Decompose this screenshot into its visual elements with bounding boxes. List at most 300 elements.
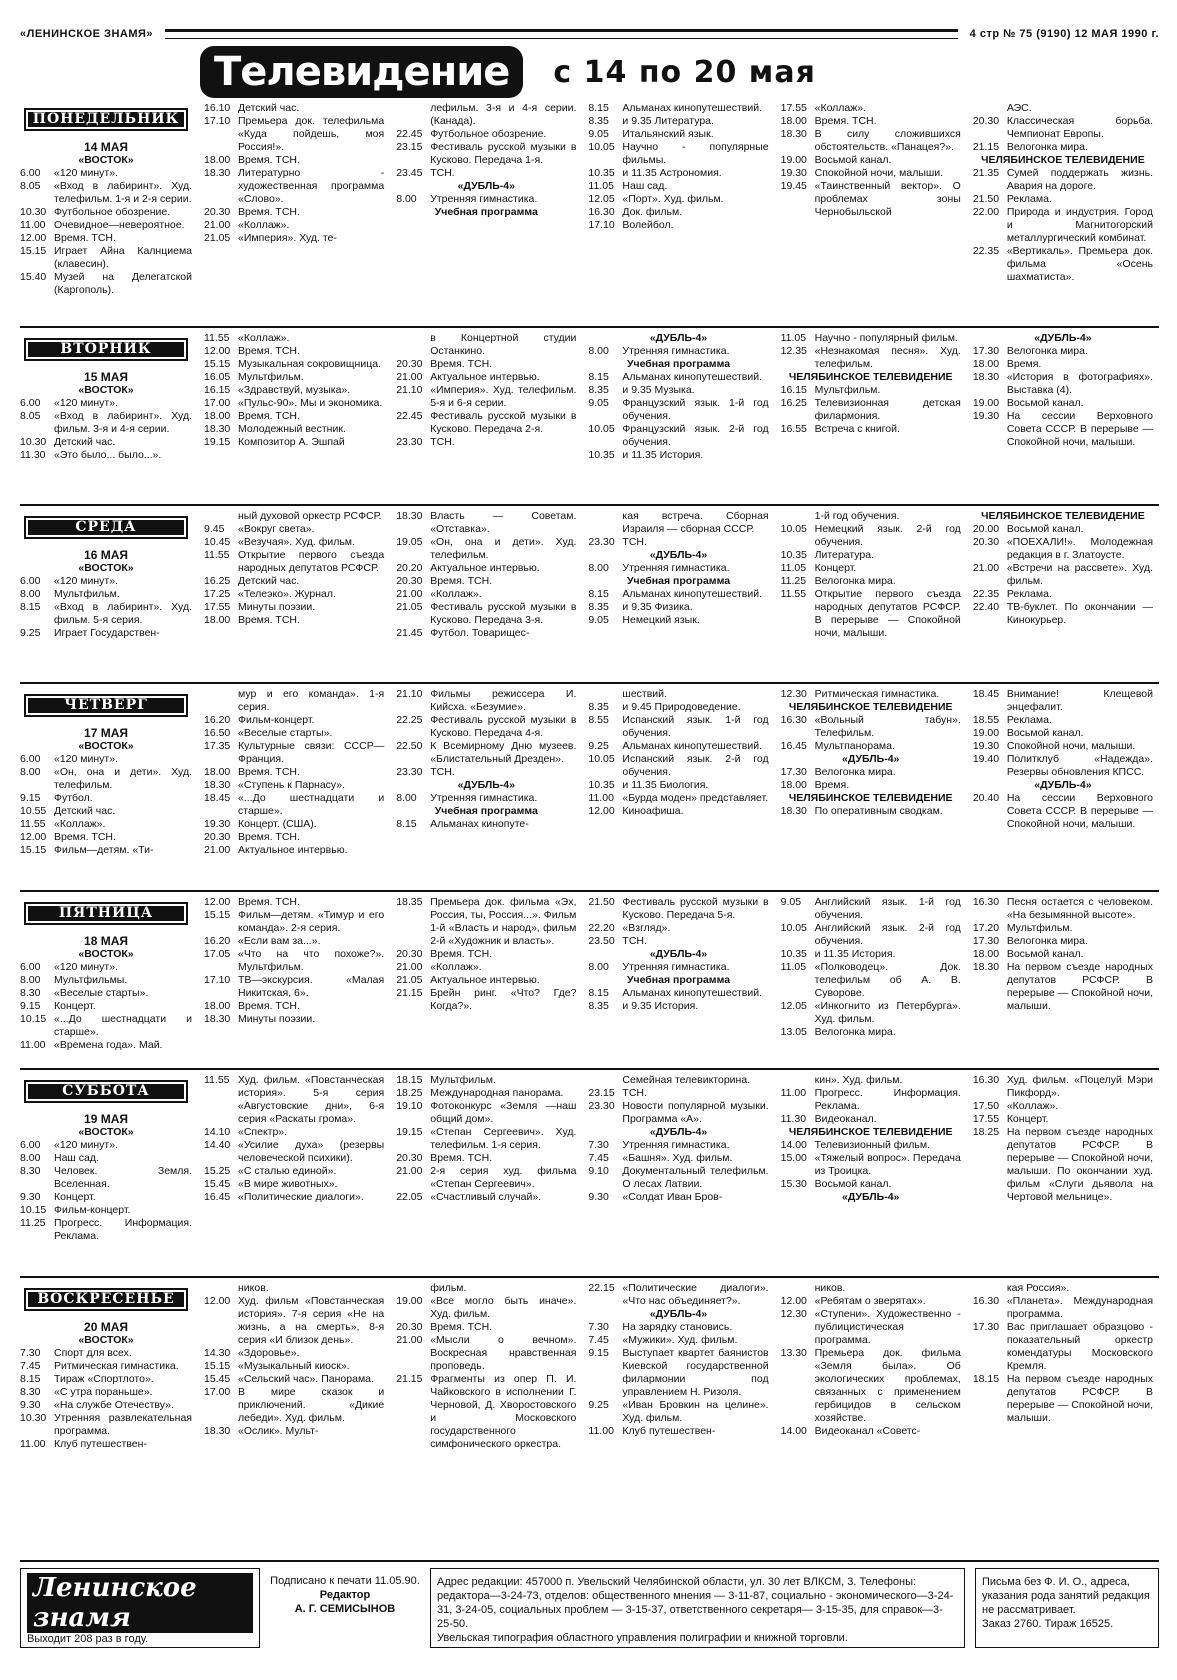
program-time xyxy=(588,510,622,536)
program-title: ТВ-буклет. По окончании — Кинокурьер. xyxy=(1006,601,1154,626)
program-title: 1-й год обучения. xyxy=(814,510,900,522)
program-time: 7.30 xyxy=(588,1321,609,1333)
program-item xyxy=(588,115,768,128)
program-title: Сумей поддержать жизнь. Авария на дороге. xyxy=(1006,167,1154,192)
program-title: Видеоканал «Советс- xyxy=(814,1425,921,1437)
program-time: 8.15 xyxy=(20,601,41,613)
program-title: Власть — Советам. «Отставка». xyxy=(430,510,577,535)
program-title: Фестиваль русской музыки в Кусково. Передача 1-я. xyxy=(430,141,577,166)
program-item xyxy=(973,371,1153,397)
program-title: «Вокруг света». xyxy=(238,523,315,535)
program-item xyxy=(20,1139,192,1152)
program-time: 15.00 xyxy=(780,1152,807,1164)
program-time: 8.30 xyxy=(20,987,41,999)
program-time: 10.05 xyxy=(588,423,615,435)
channel-heading: «ДУБЛЬ-4» xyxy=(649,332,708,344)
program-time: 12.30 xyxy=(780,1308,807,1320)
program-time: 12.00 xyxy=(20,831,47,843)
program-title: «Коллаж». xyxy=(54,818,106,830)
program-time: 11.30 xyxy=(780,1113,807,1125)
program-item xyxy=(588,1139,768,1152)
program-time: 22.50 xyxy=(396,740,423,752)
program-title: Восьмой канал. xyxy=(814,154,892,166)
program-time: 20.30 xyxy=(396,1152,423,1164)
program-time: 19.30 xyxy=(204,818,231,830)
program-time: 22.20 xyxy=(588,922,615,934)
program-title: Встреча с книгой. xyxy=(814,423,900,435)
day-section xyxy=(20,1276,1159,1486)
program-title: и 11.35 История. xyxy=(622,449,704,461)
program-time: 15.40 xyxy=(20,271,47,283)
program-time: 8.35 xyxy=(588,701,609,713)
program-time: 20.00 xyxy=(972,523,1000,535)
program-item xyxy=(781,1347,961,1425)
program-time: 10.05 xyxy=(588,753,615,765)
program-time: 17.10 xyxy=(204,115,231,127)
program-time: 14.30 xyxy=(204,1347,231,1359)
schedule-column xyxy=(198,328,390,504)
program-item xyxy=(973,1126,1153,1204)
program-item xyxy=(204,154,384,167)
program-item xyxy=(781,423,961,436)
program-time xyxy=(781,1074,815,1087)
program-time: 18.00 xyxy=(204,154,231,166)
letters-note xyxy=(975,1568,1159,1648)
program-time: 11.00 xyxy=(588,792,614,804)
program-time xyxy=(204,1282,238,1295)
program-item xyxy=(20,627,192,640)
program-time: 7.30 xyxy=(20,1347,41,1359)
program-item xyxy=(204,1373,384,1386)
program-time: 9.15 xyxy=(20,792,41,804)
program-time: 21.00 xyxy=(204,219,231,231)
program-item xyxy=(781,1282,961,1295)
program-title: Велогонка мира. xyxy=(814,575,896,587)
program-title: Ритмическая гимнастика. xyxy=(814,688,940,700)
program-title: Классическая борьба. Чемпионат Европы. xyxy=(1006,115,1154,140)
program-time: 18.00 xyxy=(204,410,231,422)
program-item xyxy=(204,831,384,844)
program-item xyxy=(396,536,576,562)
program-title: Концерт. (США). xyxy=(238,818,317,830)
channel-heading: ЧЕЛЯБИНСКОЕ ТЕЛЕВИДЕНИЕ xyxy=(788,371,953,383)
day-badge: СРЕДА xyxy=(24,516,188,539)
program-time: 16.30 xyxy=(972,1074,1000,1086)
program-time: 10.30 xyxy=(20,436,47,448)
program-item xyxy=(204,909,384,935)
program-title: «Ребятам о зверятах». xyxy=(814,1295,926,1307)
program-item xyxy=(781,740,961,753)
program-title: ТСН. xyxy=(622,935,647,947)
program-time: 8.00 xyxy=(588,345,609,357)
signed-date: Подписано к печати 11.05.90. xyxy=(270,1575,420,1587)
schedule-column xyxy=(582,684,774,890)
program-item xyxy=(588,1347,768,1399)
program-time: 12.05 xyxy=(588,193,615,205)
program-time: 16.45 xyxy=(780,740,807,752)
program-title: «Коллаж». xyxy=(430,961,482,973)
program-item xyxy=(588,922,768,935)
program-time: 22.15 xyxy=(588,1282,615,1294)
program-title: Актуальное интервью. xyxy=(430,562,540,574)
program-title: «Коллаж». xyxy=(238,219,290,231)
program-time: 8.15 xyxy=(588,371,609,383)
program-time: 10.35 xyxy=(588,779,615,791)
program-title: Худ. фильм «Повстанческая история». 7-я серия «Не на жизнь, а на смерть», 8-я серия «И близок день». xyxy=(238,1295,385,1346)
program-item xyxy=(588,688,768,701)
program-title: «120 минут». xyxy=(54,1139,118,1151)
channel-heading: ЧЕЛЯБИНСКОЕ ТЕЛЕВИДЕНИЕ xyxy=(981,510,1145,522)
program-title: Актуальное интервью. xyxy=(430,974,540,986)
program-time: 12.00 xyxy=(204,345,231,357)
program-time: 14.00 xyxy=(780,1139,807,1151)
program-time: 14.40 xyxy=(204,1139,231,1151)
program-title: Английский язык. 1-й год обучения. xyxy=(814,896,961,921)
program-title: «Империя». Худ. телефильм. 5-я и 6-я серии. xyxy=(430,384,577,409)
program-title: Фильмы режиссера И. Кийсха. «Безумие». xyxy=(430,688,577,713)
program-time: 17.20 xyxy=(972,922,1000,934)
program-time: 6.00 xyxy=(20,575,41,587)
schedule-column xyxy=(390,506,582,682)
paper-name: «ЛЕНИНСКОЕ ЗНАМЯ» xyxy=(20,28,154,40)
program-time: 17.35 xyxy=(204,740,231,752)
program-title: Время. ТСН. xyxy=(238,154,300,166)
program-title: Документальный телефильм. О лесах Латвии. xyxy=(622,1165,769,1190)
program-title: Концерт. xyxy=(54,1191,96,1203)
channel-name: «ВОСТОК» xyxy=(78,384,134,396)
program-title: Детский час. xyxy=(238,575,300,587)
program-item xyxy=(204,232,384,245)
program-time: 23.30 xyxy=(588,536,615,548)
program-item xyxy=(588,1100,768,1126)
program-time: 23.15 xyxy=(396,141,423,153)
program-item xyxy=(396,627,576,640)
program-item xyxy=(973,601,1153,627)
program-title: «Империя». Худ. те- xyxy=(238,232,337,244)
channel-heading: ЧЕЛЯБИНСКОЕ ТЕЛЕВИДЕНИЕ xyxy=(788,701,953,713)
program-title: Внимание! Клещевой энцефалит. xyxy=(1006,688,1154,713)
program-time: 18.25 xyxy=(972,1126,1000,1138)
program-item xyxy=(781,688,961,701)
program-title: «Если вам за...». xyxy=(238,935,321,947)
program-time: 10.35 xyxy=(588,167,615,179)
program-item xyxy=(396,384,576,410)
program-time: 9.25 xyxy=(588,740,609,752)
program-time: 6.00 xyxy=(20,1139,41,1151)
day-date: 18 МАЯ xyxy=(84,934,128,948)
program-time: 22.45 xyxy=(396,128,423,140)
program-item xyxy=(588,423,768,449)
program-time xyxy=(973,1282,1007,1295)
program-item xyxy=(20,766,192,792)
program-item xyxy=(204,588,384,601)
program-item xyxy=(973,115,1153,141)
program-item xyxy=(204,1126,384,1139)
program-title: шествий. xyxy=(622,688,667,700)
program-time: 17.30 xyxy=(972,935,1000,947)
program-title: Детский час. xyxy=(238,102,300,114)
program-item xyxy=(781,714,961,740)
program-title: Прогресс. Информация. Реклама. xyxy=(54,1217,192,1242)
program-time: 21.00 xyxy=(396,1334,423,1346)
program-time: 17.05 xyxy=(204,948,231,960)
program-time: 12.00 xyxy=(780,1295,807,1307)
program-item xyxy=(396,410,576,436)
program-time: 15.45 xyxy=(204,1178,231,1190)
program-item xyxy=(204,1013,384,1026)
program-item xyxy=(204,1139,384,1165)
program-title: Мультпанорама. xyxy=(814,740,895,752)
program-time: 21.15 xyxy=(972,141,1000,153)
program-item xyxy=(588,1334,768,1347)
program-title: Культурные связи: СССР—Франция. xyxy=(238,740,385,765)
program-title: Время. ТСН. xyxy=(430,358,493,370)
day-columns xyxy=(20,506,1159,682)
program-time: 17.55 xyxy=(204,601,231,613)
program-time: 23.30 xyxy=(396,436,423,448)
program-item xyxy=(973,792,1153,831)
program-title: Наш сад. xyxy=(622,180,668,192)
program-item xyxy=(781,1152,961,1178)
program-item xyxy=(20,1039,192,1052)
program-title: «Спектр». xyxy=(238,1126,288,1138)
program-item xyxy=(973,345,1153,358)
program-time: 18.30 xyxy=(396,510,423,522)
program-item xyxy=(781,510,961,523)
program-item xyxy=(204,510,384,523)
program-title: Утренняя гимнастика. xyxy=(430,792,538,804)
program-time: 18.30 xyxy=(204,167,231,179)
day-date: 16 МАЯ xyxy=(84,548,128,562)
program-item xyxy=(204,167,384,206)
program-time: 9.15 xyxy=(588,1347,609,1359)
program-title: Реклама. xyxy=(1006,588,1052,600)
program-item xyxy=(204,523,384,536)
program-title: Фестиваль русской музыки в Кусково. Передача 4-я. xyxy=(430,714,577,739)
program-item xyxy=(973,1295,1153,1321)
program-title: в Концертной студии Останкино. xyxy=(430,332,577,357)
program-title: Телевизионная детская филармония. xyxy=(814,397,961,422)
program-item xyxy=(204,536,384,549)
program-title: Литературно - художественная программа «Слово». xyxy=(238,167,385,205)
day-date: 14 МАЯ xyxy=(84,140,128,154)
program-item xyxy=(396,987,576,1013)
program-title: Детский час. xyxy=(54,805,116,817)
section-masthead xyxy=(200,46,1159,98)
schedule-column xyxy=(390,892,582,1068)
program-title: Велогонка мира. xyxy=(814,1026,896,1038)
program-title: «Это было... было...». xyxy=(54,449,162,461)
program-title: Фотоконкурс «Земля —наш общий дом». xyxy=(430,1100,577,1125)
program-title: Брейн ринг. «Что? Где? Когда?». xyxy=(430,987,577,1012)
program-title: «Инкогнито из Петербурга». Худ. фильм. xyxy=(814,1000,961,1025)
program-title: «Степан Сергеевич». Худ. телефильм. 1-я серия. xyxy=(430,1126,577,1151)
program-time: 11.55 xyxy=(204,332,230,344)
program-title: и 11.35 Астрономия. xyxy=(622,167,722,179)
program-item xyxy=(204,844,384,857)
program-title: мур и его команда». 1-я серия. xyxy=(238,688,385,713)
program-item xyxy=(396,948,576,961)
program-title: Французский язык. 1-й год обучения. xyxy=(622,397,769,422)
program-item xyxy=(781,345,961,371)
program-item xyxy=(973,714,1153,727)
schedule-column xyxy=(20,98,198,326)
program-title: Утренняя развлекательная программа. xyxy=(54,1412,192,1437)
program-title: «Незнакомая песня». Худ. телефильм. xyxy=(814,345,961,370)
program-title: «Здравствуй, музыка». xyxy=(238,384,351,396)
program-time: 22.45 xyxy=(396,410,423,422)
program-title: «Вертикаль». Премьера док. фильма «Осень шахматиста». xyxy=(1006,245,1154,283)
program-item xyxy=(204,1178,384,1191)
program-time: 18.30 xyxy=(204,779,231,791)
schedule-column xyxy=(582,892,774,1068)
schedule-column xyxy=(582,1278,774,1486)
program-title: В силу сложившихся обстоятельств. «Панацея?». xyxy=(814,128,961,153)
program-item xyxy=(20,844,192,857)
editor-name: А. Г. СЕМИСЫНОВ xyxy=(294,1603,396,1615)
program-item xyxy=(204,974,384,1000)
program-item xyxy=(781,115,961,128)
program-time: 15.25 xyxy=(204,1165,231,1177)
program-time xyxy=(396,1282,430,1295)
program-item xyxy=(781,588,961,640)
program-item xyxy=(973,1074,1153,1100)
program-item xyxy=(396,358,576,371)
program-title: Играет Государствен- xyxy=(54,627,160,639)
program-item xyxy=(396,766,576,779)
day-date: 17 МАЯ xyxy=(84,726,128,740)
program-time: 12.30 xyxy=(780,688,807,700)
program-time: 9.05 xyxy=(780,896,802,908)
program-item xyxy=(204,1074,384,1126)
schedule-column xyxy=(775,506,967,682)
program-title: «Везучая». Худ. фильм. xyxy=(238,536,355,548)
program-item xyxy=(973,961,1153,1013)
day-columns xyxy=(20,1070,1159,1276)
program-item xyxy=(396,1334,576,1373)
program-item xyxy=(20,1412,192,1438)
program-time: 22.35 xyxy=(972,245,1000,257)
program-title: «Вольный табун». Телефильм. xyxy=(814,714,961,739)
program-time: 11.55 xyxy=(20,818,46,830)
schedule-column xyxy=(20,892,198,1068)
program-time: 18.45 xyxy=(204,792,231,804)
program-item xyxy=(396,332,576,358)
program-time xyxy=(396,102,430,128)
program-title: Время. ТСН. xyxy=(430,1321,493,1333)
program-time xyxy=(588,1074,622,1087)
program-item xyxy=(204,206,384,219)
program-title: «Усилие духа» (резервы человеческой психики). xyxy=(238,1139,385,1164)
schedule-column xyxy=(775,684,967,890)
program-time: 16.20 xyxy=(204,714,231,726)
program-time: 16.30 xyxy=(780,714,807,726)
program-title: «Счастливый случай». xyxy=(430,1191,542,1203)
program-title: «Веселые старты». xyxy=(54,987,149,999)
schedule-column xyxy=(390,1070,582,1276)
program-title: На зарядку становись. xyxy=(622,1321,733,1333)
program-title: ТСН. xyxy=(430,167,455,179)
program-item xyxy=(588,1165,768,1191)
schedule-column xyxy=(582,1070,774,1276)
program-time: 18.00 xyxy=(972,358,1000,370)
program-title: Международная панорама. xyxy=(430,1087,564,1099)
program-time: 9.05 xyxy=(588,397,609,409)
program-item xyxy=(588,1321,768,1334)
program-title: Актуальное интервью. xyxy=(238,844,348,856)
program-title: Альманах кинопутешествий. xyxy=(622,740,762,752)
program-time xyxy=(588,688,622,701)
program-title: Концерт. xyxy=(814,562,857,574)
program-time: 16.15 xyxy=(780,384,807,396)
program-item xyxy=(204,1425,384,1438)
program-item xyxy=(588,1087,768,1100)
program-title: «С сталью единой». xyxy=(238,1165,337,1177)
channel-heading: ЧЕЛЯБИНСКОЕ ТЕЛЕВИДЕНИЕ xyxy=(981,154,1145,166)
program-title: ТСН. xyxy=(430,766,455,778)
program-title: Политклуб «Надежда». Резервы обновления КПСС. xyxy=(1006,753,1154,778)
program-item xyxy=(204,614,384,627)
program-time: 21.45 xyxy=(396,627,423,639)
program-title: Фильм—детям. «Ти- xyxy=(54,844,154,856)
program-time: 19.30 xyxy=(972,740,1000,752)
channel-heading: ЧЕЛЯБИНСКОЕ ТЕЛЕВИДЕНИЕ xyxy=(788,1126,953,1138)
program-title: Восьмой канал. xyxy=(814,1178,892,1190)
program-item xyxy=(204,1386,384,1425)
program-item xyxy=(588,510,768,536)
schedule-column xyxy=(390,1278,582,1486)
program-title: «Пульс-90». Мы и экономика. xyxy=(238,397,383,409)
program-time: 8.15 xyxy=(588,102,609,114)
program-title: Открытие первого съезда народных депутатов РСФСР. В перерыве — Спокойной ночи, малыши. xyxy=(814,588,961,639)
program-time: 17.00 xyxy=(204,1386,231,1398)
program-item xyxy=(20,974,192,987)
program-title: Футбол. Товарищес- xyxy=(430,627,530,639)
program-time: 17.30 xyxy=(780,766,807,778)
schedule-column xyxy=(582,328,774,504)
channel-name: «ВОСТОК» xyxy=(78,740,134,752)
program-time: 19.00 xyxy=(972,397,1000,409)
day-section xyxy=(20,504,1159,682)
schedule-column xyxy=(20,1278,198,1486)
program-item xyxy=(20,601,192,627)
program-time: 20.30 xyxy=(396,575,423,587)
program-title: «120 минут». xyxy=(54,961,118,973)
program-item xyxy=(204,779,384,792)
program-title: Реклама. xyxy=(1006,714,1052,726)
program-item xyxy=(973,896,1153,922)
program-time: 19.30 xyxy=(780,167,807,179)
program-title: Док. фильм. xyxy=(622,206,683,218)
program-title: Киноафиша. xyxy=(622,805,684,817)
program-item xyxy=(396,1321,576,1334)
channel-name: «ВОСТОК» xyxy=(78,562,134,574)
program-item xyxy=(396,896,576,948)
program-time: 23.45 xyxy=(396,167,423,179)
program-time: 10.15 xyxy=(20,1013,47,1025)
program-title: «120 минут». xyxy=(54,167,118,179)
day-badge: ВТОРНИК xyxy=(24,338,188,361)
program-time: 7.45 xyxy=(20,1360,41,1372)
program-title: Немецкий язык. xyxy=(622,614,700,626)
schedule-column xyxy=(967,1278,1159,1486)
program-time: 8.15 xyxy=(588,588,609,600)
program-title: Время. ТСН. xyxy=(814,115,877,127)
program-item xyxy=(204,1295,384,1347)
program-time: 8.00 xyxy=(20,766,41,778)
program-time: 19.10 xyxy=(396,1100,423,1112)
program-item xyxy=(20,818,192,831)
